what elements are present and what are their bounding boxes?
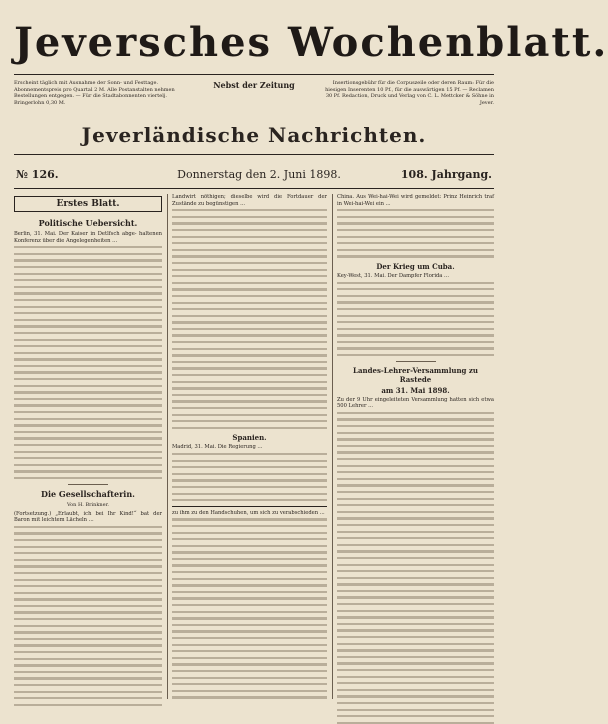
section-heading: Landes-Lehrer-Versammlung zu Rastede: [353, 365, 478, 384]
article-lead: Landwirt nöthigen; dieselbe wird die Fortdauer der Zustände zu begünstigen ...: [172, 194, 327, 207]
issue-line: [14, 166, 494, 186]
subtitle-rule: [14, 154, 494, 155]
column-divider: [332, 194, 333, 699]
article-lead: Berlin, 31. Mai. Der Kaiser in Detlfsch abge- haltenen Konferenz über die Angelegenheiten ...: [14, 231, 162, 244]
article-lead: Madrid, 31. Mai. Die Regierung ...: [172, 444, 263, 451]
section-heading: Spanien.: [232, 433, 267, 443]
article-lead: Key-West, 31. Mai. Der Dampfer Florida ...: [337, 272, 449, 279]
section-label: Erstes Blatt.: [14, 196, 162, 212]
masthead: [14, 14, 608, 72]
newspaper-subtitle: Jeverländische Nachrichten.: [81, 123, 427, 147]
section-heading: Der Krieg um Cuba.: [376, 261, 455, 271]
newspaper-page: [14, 14, 608, 710]
column-2: [172, 194, 327, 699]
article-lead: Zu der 9 Uhr eingeleiteten Versammlung hatten sich etwa 500 Lehrer ...: [337, 396, 494, 410]
subscription-notice: Erscheint täglich mit Ausnahme der Sonn- und Festtage. Abonnementspreis pro Quartal 2 M. Alle Postanstalten nehmen Bestellungen entgegen. — Für die Stadtabonnenten viertelj. Bringerlohn 0,30 M.: [14, 80, 175, 106]
divider: [172, 506, 327, 507]
masthead-rule: [14, 74, 494, 75]
story-author: Von H. Brinkner.: [66, 501, 110, 508]
article-body: [172, 209, 327, 429]
issue-rule: [14, 188, 494, 189]
story-heading: Die Gesellschafterin.: [41, 488, 135, 499]
story-continuation: zu ihm zu den Handschuhen, um sich zu verabschieden ...: [172, 509, 325, 516]
article-body: [337, 209, 494, 257]
article-body: [14, 246, 162, 479]
divider: [68, 484, 108, 485]
section-heading: Politische Uebersicht.: [38, 218, 138, 228]
supplement-note: Nebst der Zeitung: [213, 80, 295, 90]
masthead-info-row: [14, 80, 494, 120]
issue-year: 108. Jahrgang.: [400, 168, 492, 181]
story-body: [172, 518, 327, 698]
article-lead: China. Aus Wei-hai-Wei wird gemeldet: Prinz Heinrich traf in Wei-hai-Wei ein ...: [337, 194, 494, 207]
issue-number: № 126.: [16, 168, 59, 181]
story-body: [14, 526, 162, 706]
column-1: [14, 194, 162, 699]
newspaper-title: Jeversches Wochenblatt.: [14, 19, 608, 66]
story-lead: (Fortsetzung.) „Erlaubt, ich bei Ihr Kind!“ bat der Baron mit leichtem Lächeln ...: [14, 510, 162, 524]
insertion-notice: Insertionsgebühr für die Corpuszeile oder deren Raum: Für die hiesigen Inserenten 10 Pf., für die auswärtigen 15 Pf. — Reclamen 30 Pf. Redaction, Druck und Verlag von C. L. Mettcker & Söhne in Jever.: [325, 80, 494, 106]
issue-date: Donnerstag den 2. Juni 1898.: [177, 168, 341, 181]
article-body: [337, 282, 494, 357]
column-divider: [167, 194, 168, 699]
article-body: [337, 412, 494, 724]
section-subheading: am 31. Mai 1898.: [381, 385, 450, 395]
column-3: [337, 194, 494, 699]
article-body: [172, 453, 327, 501]
divider: [396, 361, 436, 362]
